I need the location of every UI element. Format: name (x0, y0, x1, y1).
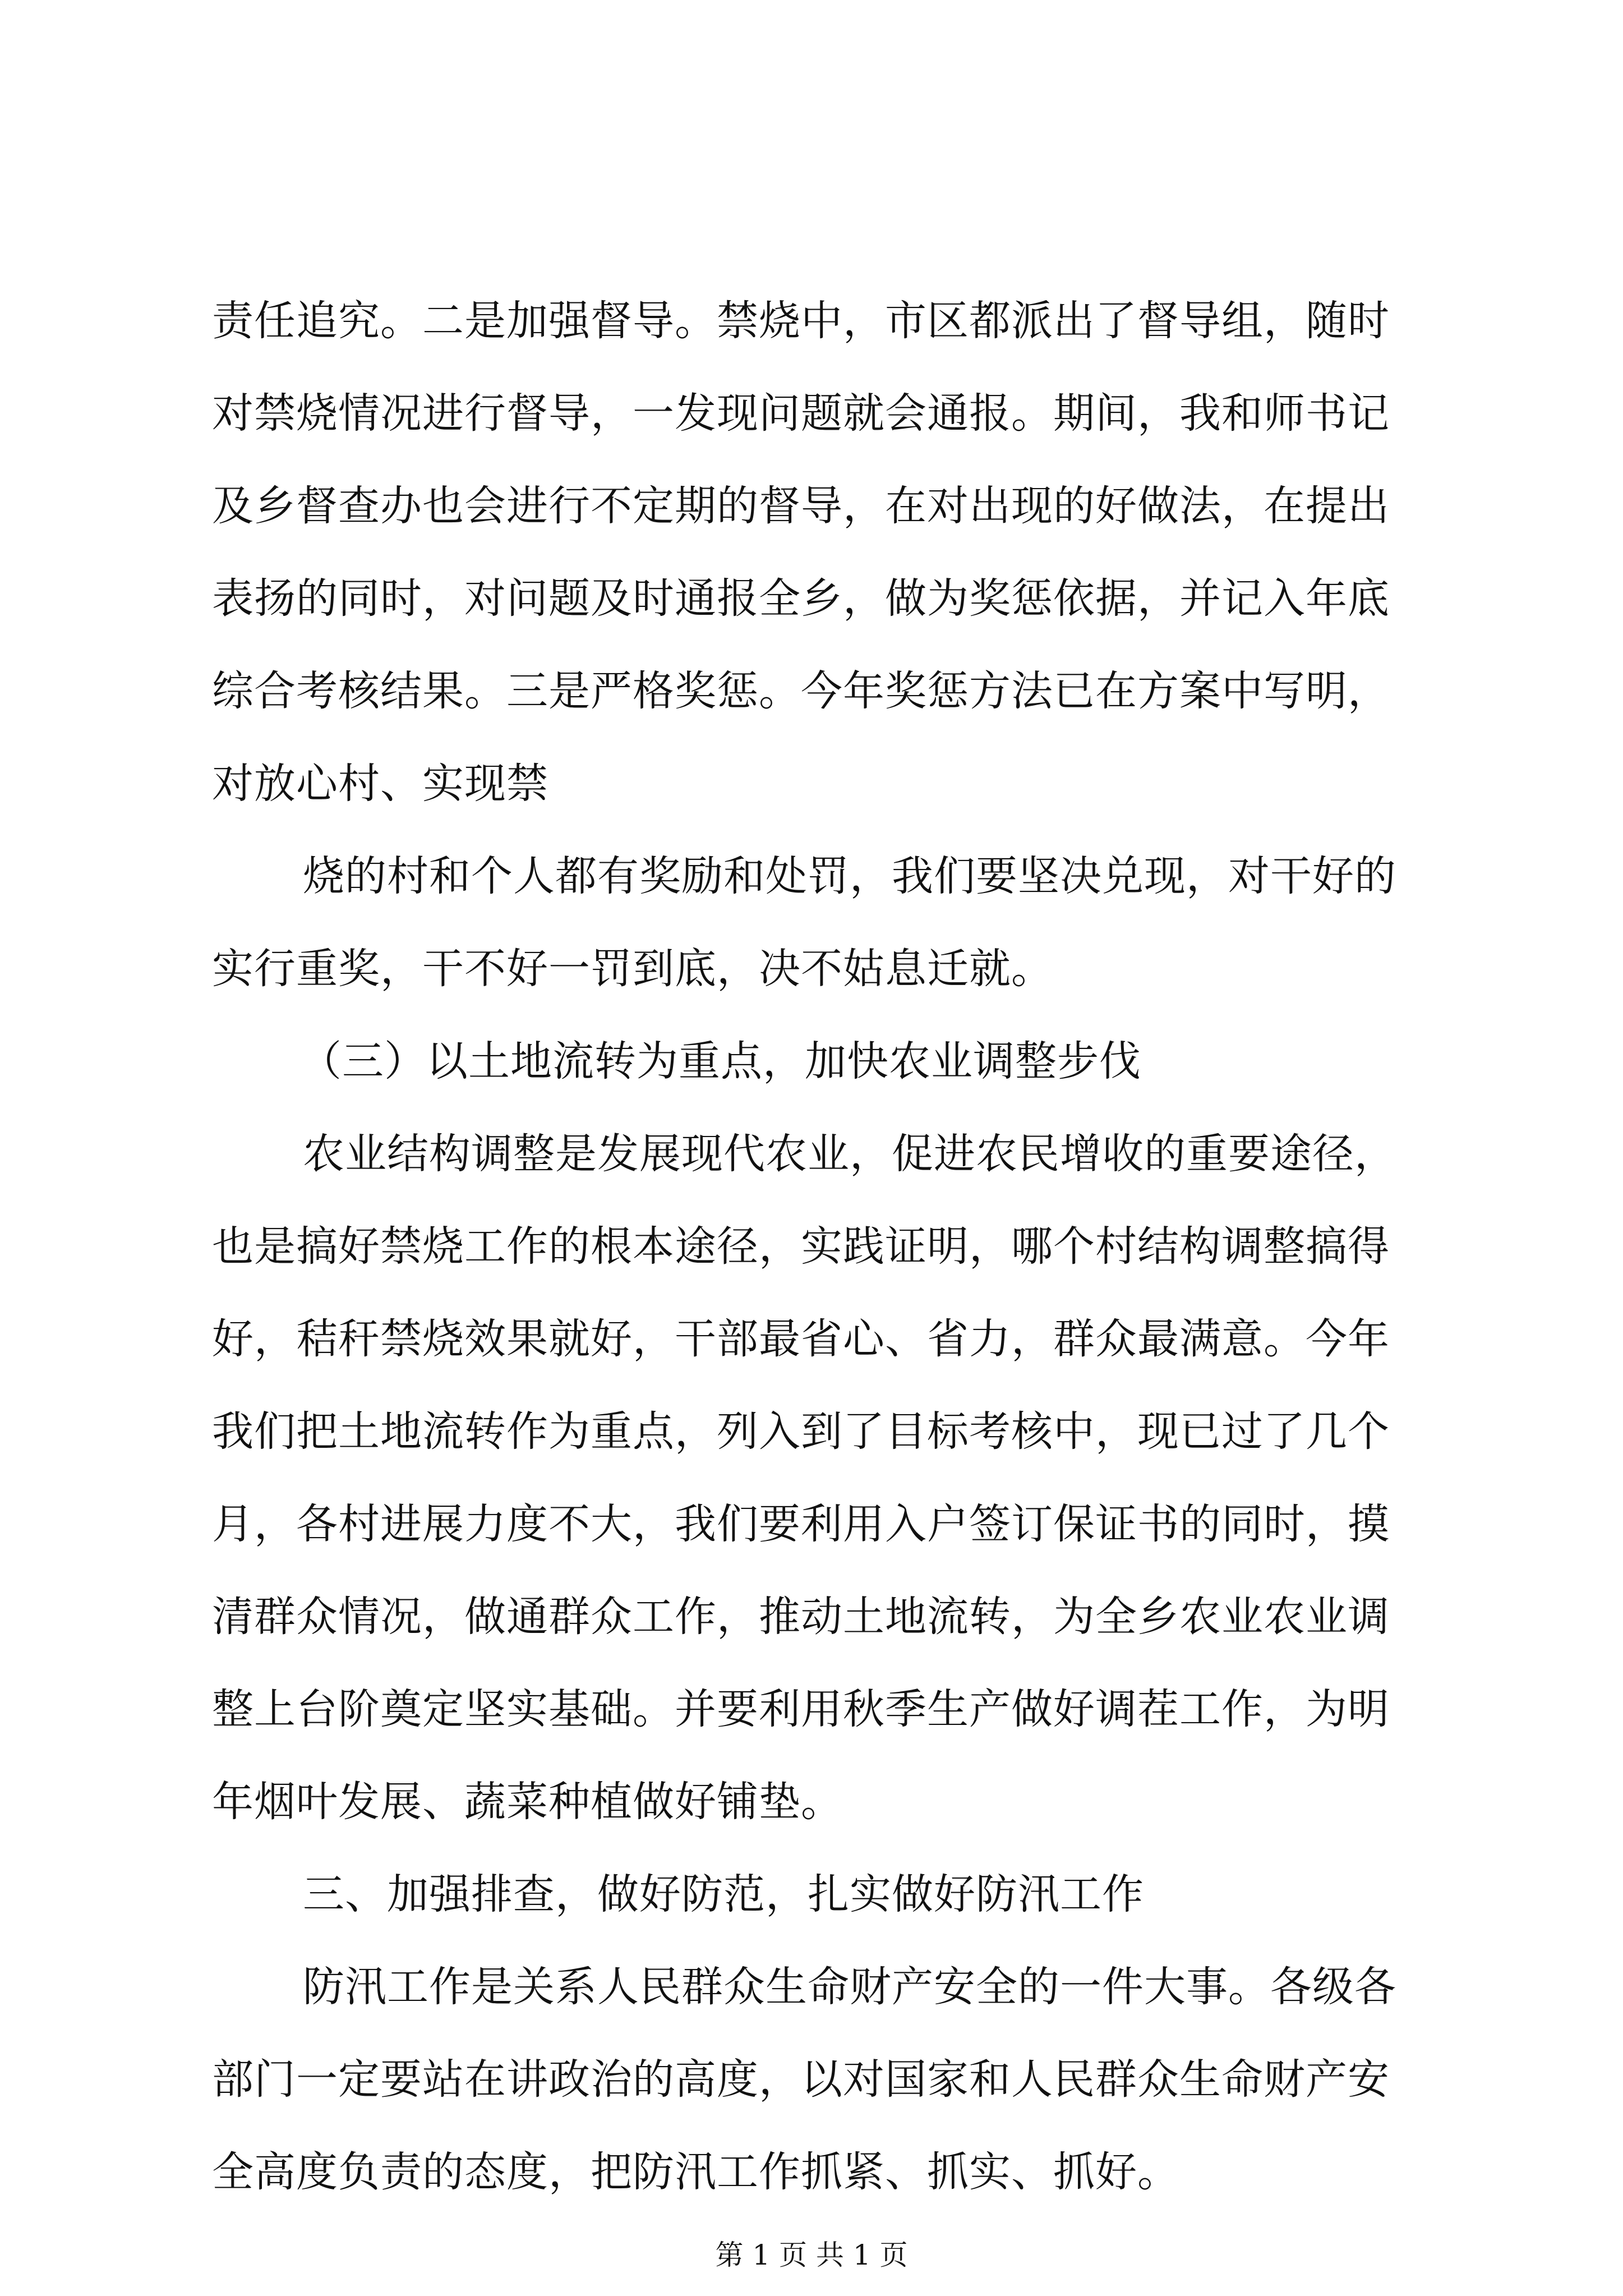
text-line: 实行重奖，干不好一罚到底，决不姑息迁就。 (212, 945, 1053, 993)
text-line: 对放心村、实现禁 (212, 760, 548, 808)
text-line: 好，秸秆禁烧效果就好，干部最省心、省力，群众最满意。今年 (212, 1315, 1390, 1363)
paragraph-first-line: 防汛工作是关系人民群众生命财产安全的一件大事。各级各 (303, 1963, 1396, 2011)
paragraph-first-line: 农业结构调整是发展现代农业，促进农民增收的重要途径， (303, 1130, 1396, 1178)
paragraph-first-line: 烧的村和个人都有奖励和处罚，我们要坚决兑现，对干好的 (303, 852, 1396, 900)
page-footer: 第 1 页 共 1 页 (715, 2239, 908, 2271)
text-line: 及乡督查办也会进行不定期的督导，在对出现的好做法，在提出 (212, 482, 1390, 530)
section-heading: （三）以土地流转为重点，加快农业调整步伐 (300, 1037, 1141, 1085)
text-line: 全高度负责的态度，把防汛工作抓紧、抓实、抓好。 (212, 2148, 1179, 2196)
section-heading: 三、加强排查，做好防范，扎实做好防汛工作 (303, 1870, 1144, 1918)
text-line: 部门一定要站在讲政治的高度，以对国家和人民群众生命财产安 (212, 2055, 1390, 2104)
text-line: 表扬的同时，对问题及时通报全乡，做为奖惩依据，并记入年底 (212, 574, 1390, 623)
text-line: 综合考核结果。三是严格奖惩。今年奖惩方法已在方案中写明， (212, 667, 1390, 715)
text-line: 我们把土地流转作为重点，列入到了目标考核中，现已过了几个 (212, 1407, 1390, 1456)
text-line: 清群众情况，做通群众工作，推动土地流转，为全乡农业农业调 (212, 1593, 1390, 1641)
text-line: 对禁烧情况进行督导，一发现问题就会通报。期间，我和师书记 (212, 389, 1390, 438)
text-line: 年烟叶发展、蔬菜种植做好铺垫。 (212, 1778, 843, 1826)
text-line: 月，各村进展力度不大，我们要利用入户签订保证书的同时，摸 (212, 1500, 1390, 1548)
text-line: 整上台阶奠定坚实基础。并要利用秋季生产做好调茬工作，为明 (212, 1685, 1390, 1733)
text-line: 也是搞好禁烧工作的根本途径，实践证明，哪个村结构调整搞得 (212, 1222, 1390, 1271)
text-line: 责任追究。二是加强督导。禁烧中，市区都派出了督导组，随时 (212, 297, 1390, 345)
